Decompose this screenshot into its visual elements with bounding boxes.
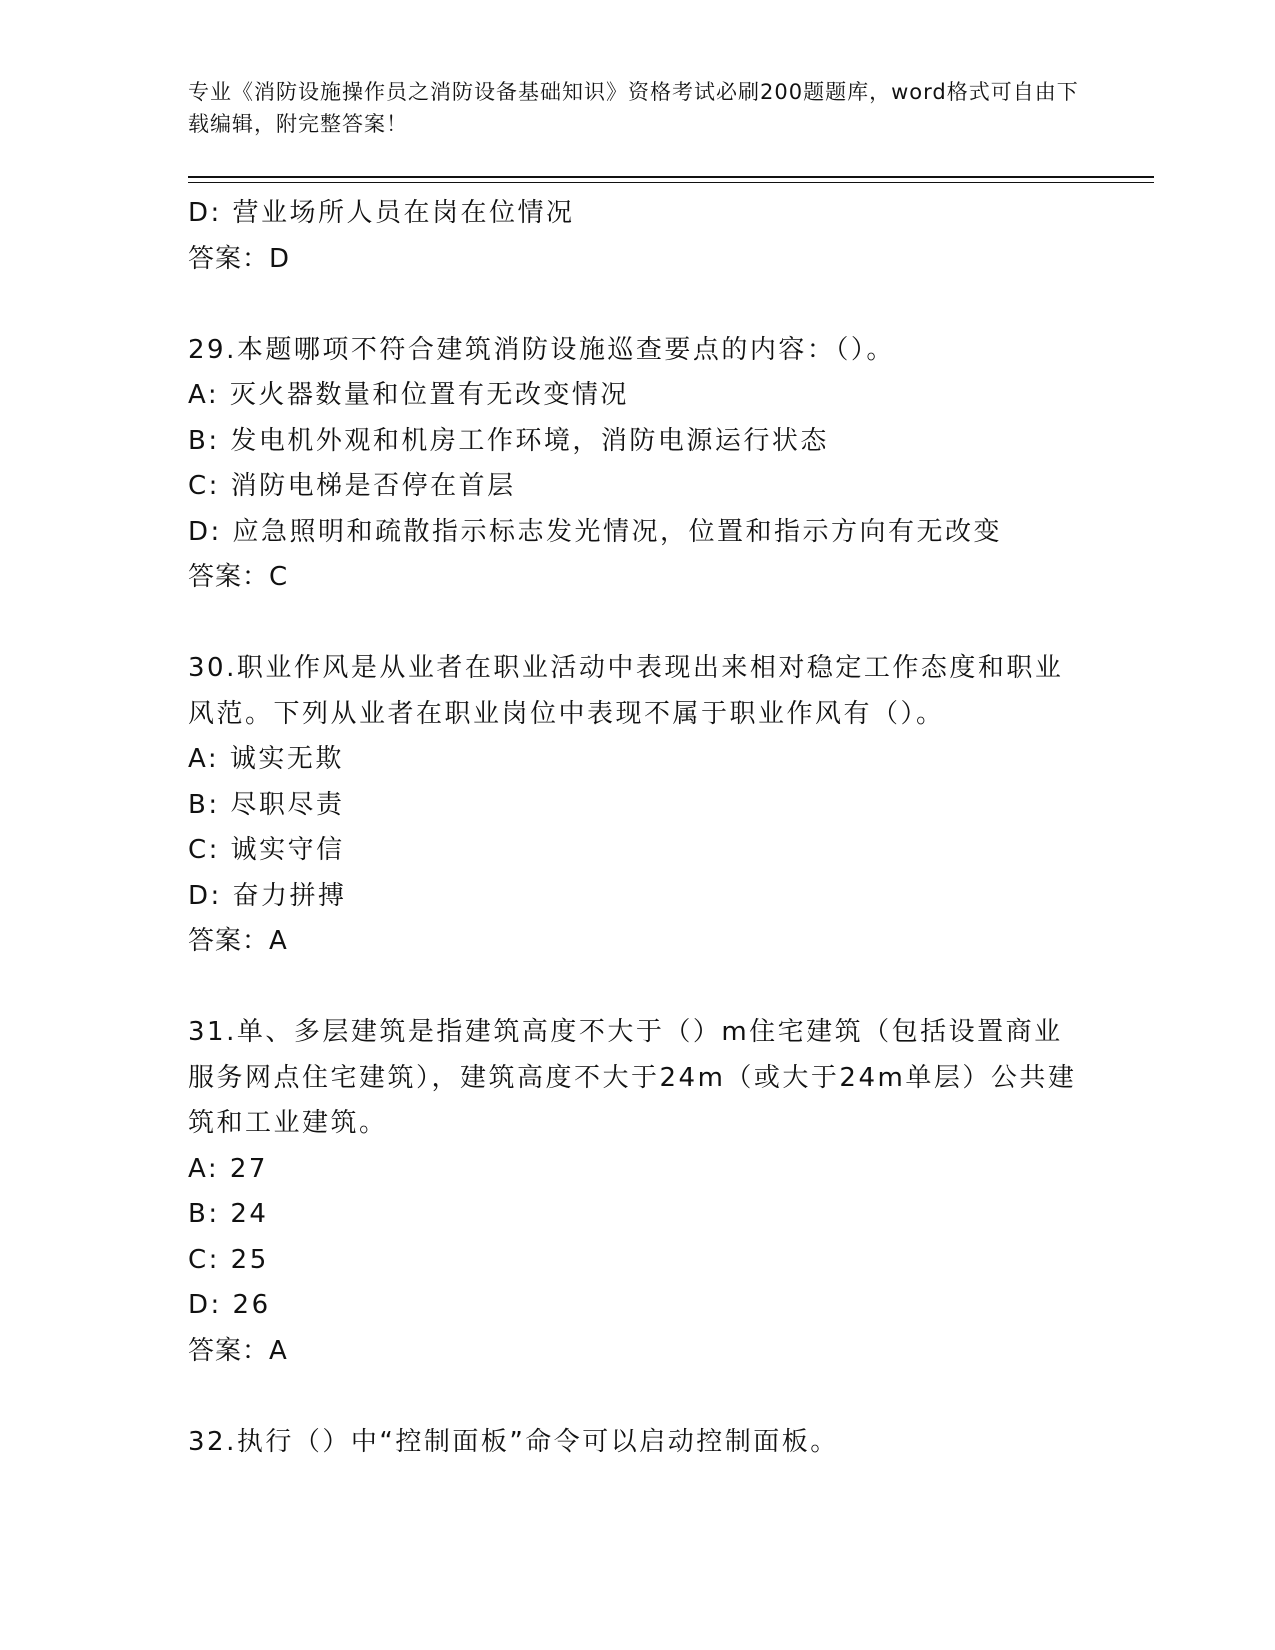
document-header: 专业《消防设施操作员之消防设备基础知识》资格考试必刷200题题库，word格式可自由下载编辑，附完整答案！ (188, 80, 1079, 136)
answer-line: 答案：A (188, 1335, 288, 1366)
spacer (188, 1374, 1088, 1420)
option-c: C: 诚实守信 (188, 835, 345, 865)
option-c: C: 消防电梯是否停在首层 (188, 471, 516, 501)
option-c: C: 25 (188, 1244, 269, 1275)
answer-line: 答案：D (188, 243, 291, 274)
option-d: D: 奋力拼搏 (188, 880, 347, 911)
question-text: 30.职业作风是从业者在职业活动中表现出来相对稳定工作态度和职业风范。下列从业者在职业岗位中表现不属于职业作风有（）。 (188, 653, 1064, 729)
question-text: 32.执行（）中“控制面板”命令可以启动控制面板。 (188, 1426, 839, 1457)
header-divider-thin (188, 182, 1154, 183)
option-a: A: 27 (188, 1153, 268, 1184)
question-31 (188, 1010, 1088, 1374)
option-d: D: 应急照明和疏散指示标志发光情况，位置和指示方向有无改变 (188, 516, 1003, 547)
option-a: A: 灭火器数量和位置有无改变情况 (188, 380, 629, 410)
question-32 (188, 1420, 1088, 1466)
header-divider-thick (188, 176, 1154, 178)
option-d: D: 营业场所人员在岗在位情况 (188, 198, 575, 228)
question-list (188, 191, 1088, 1465)
spacer (188, 601, 1088, 647)
spacer (188, 282, 1088, 328)
answer-line: 答案：A (188, 926, 288, 956)
spacer (188, 965, 1088, 1011)
option-b: B: 24 (188, 1199, 269, 1229)
option-d: D: 26 (188, 1290, 271, 1320)
question-30 (188, 646, 1088, 965)
previous-question-tail (188, 191, 1088, 282)
question-29 (188, 328, 1088, 601)
answer-line: 答案：C (188, 562, 289, 592)
option-b: B: 发电机外观和机房工作环境，消防电源运行状态 (188, 425, 829, 456)
option-b: B: 尽职尽责 (188, 789, 345, 820)
question-text: 29.本题哪项不符合建筑消防设施巡查要点的内容：（）。 (188, 334, 895, 365)
question-text: 31.单、多层建筑是指建筑高度不大于（）m住宅建筑（包括设置商业服务网点住宅建筑），建筑高度不大于24m（或大于24m单层）公共建筑和工业建筑。 (188, 1017, 1077, 1138)
option-a: A: 诚实无欺 (188, 744, 344, 774)
